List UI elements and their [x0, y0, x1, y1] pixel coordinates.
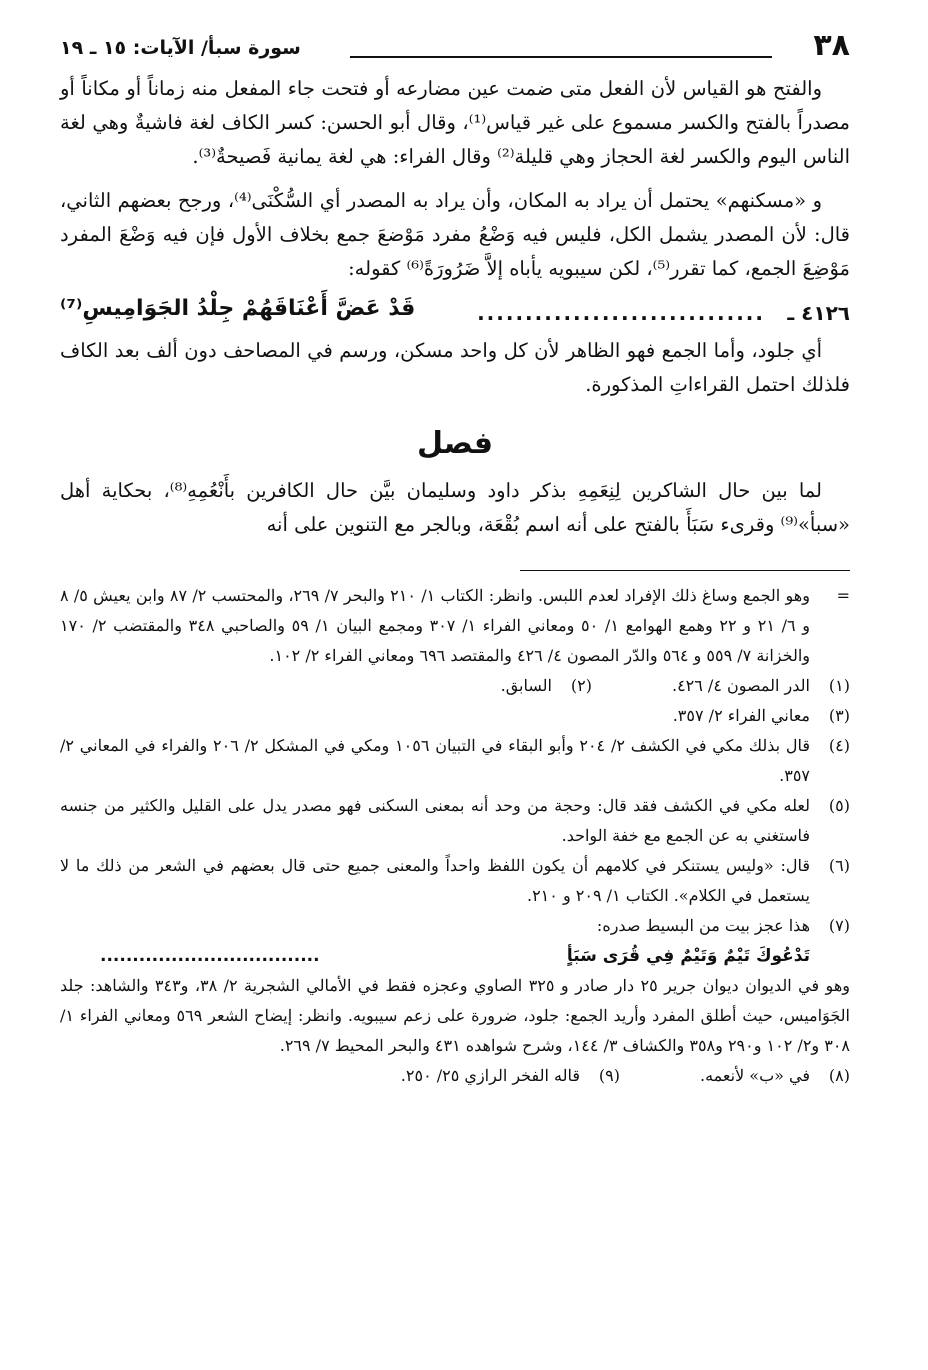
footnote-text: قال بذلك مكي في الكشف ٢/ ٢٠٤ وأبو البقاء في التبيان ١٠٥٦ ومكي في المشكل ٢/ ٢٠٦ والفراء في المعاني ٢/ ٣٥٧. [60, 736, 810, 785]
footnote-row [60, 671, 850, 701]
main-text [60, 72, 850, 542]
footnote-number: (٢) [570, 676, 592, 695]
page-header [60, 28, 850, 72]
section-heading: فصل [417, 426, 493, 461]
footnote-number: (٦) [828, 856, 850, 875]
footnote-continuation [60, 971, 850, 1061]
footnote-text: هذا عجز بيت من البسيط صدره: [596, 916, 810, 935]
footnote-number: (٩) [598, 1066, 620, 1085]
footnote-verse-text: تَدْعُوكَ تَيْمٌ وَتَيْمٌ فِي قُرَى سَبَأٍ [566, 946, 810, 966]
page-number: ٣٨ [813, 28, 850, 63]
book-page [60, 28, 850, 1358]
poetry-verse [60, 290, 850, 334]
footnote-text: السابق. [500, 676, 552, 695]
footnote-text: الدر المصون ٤/ ٤٢٦. [671, 676, 810, 695]
footnote-text: في «ب» لأنعمه. [699, 1066, 810, 1085]
footnote-number: (٧) [828, 916, 850, 935]
footnote-row [60, 1061, 850, 1091]
footnotes [60, 581, 850, 1091]
footnote-number: (١) [828, 676, 850, 695]
footnote-separator [520, 570, 850, 571]
footnote-number: (٨) [828, 1066, 850, 1085]
footnote-number: (٣) [828, 706, 850, 725]
footnote-verse [60, 941, 850, 971]
footnote [60, 791, 850, 851]
verse-text: قَدْ عَضَّ أَعْنَاقَهُمْ جِلْدُ الجَوَامِيسِ⁽⁷⁾ [60, 296, 416, 321]
footnote-text: لعله مكي في الكشف فقد قال: وحجة من وحد أنه بمعنى السكنى فهو مصدر يدل على القليل والكثير من جنسه فاستغني به عن الجمع مع خفة الواحد. [60, 796, 810, 845]
footnote-number: (٤) [828, 736, 850, 755]
paragraph: أي جلود، وأما الجمع فهو الظاهر لأن كل واحد مسكن، ورسم في المصاحف دون ألف بعد الكاف فلذلك احتمل القراءاتِ المذكورة. [60, 339, 850, 396]
footnote [60, 731, 850, 791]
footnote-continued [60, 581, 850, 671]
footnote-text: وهو في الديوان ديوان جرير ٢٥ دار صادر و ٣٢٥ الصاوي وعجزه فقط في الأمالي الشجرية ٢/ ٣٨، و٣٤٣ والشاهد: جلد الجَوَاميس، حيث أطلق المفرد وأريد الجمع: جلود، ضرورة على زعم سيبويه. وانظر: إيضاح الشعر ٥٦٩ ومعاني الفراء ١/ ٣٠٨ و٢/ ١٠٢ و٢٩٠ و٣٥٨ والكشاف ٣/ ١٤٤، وشرح شواهده ٤٣١ والبحر المحيط ٧/ ٢٦٩. [60, 976, 850, 1055]
footnote-text: قال: «وليس يستنكر في كلامهم أن يكون اللفظ واحداً والمعنى جميع حتى قال بعضهم في الشعر من ذلك ما لا يستعمل في الكلام». الكتاب ١/ ٢٠٩ و ٢١٠. [60, 856, 811, 905]
footnote [60, 701, 850, 731]
paragraph: لما بين حال الشاكرين لِنِعَمِهِ بذكر داود وسليمان بيَّن حال الكافرين بأَنْعُمِهِ⁽⁸⁾، بحكاية أهل «سبأ»⁽⁹⁾ وقرىء سَبَأَ بالفتح على أنه اسم بُقْعَة، وبالجر مع التنوين على أنه [60, 479, 850, 536]
footnote-text: معاني الفراء ٢/ ٣٥٧. [672, 706, 810, 725]
verse-number: ٤١٢٦ ـ [787, 301, 850, 325]
paragraph: و «مسكنهم» يحتمل أن يراد به المكان، وأن يراد به المصدر أي السُّكْنَى⁽⁴⁾، ورجح بعضهم الثاني، قال: لأن المصدر يشمل الكل، فليس فيه وَضْعُ مفرد مَوْضعَ جمع بخلاف الأول فإن فيه وَضْعَ المفرد مَوْضِعَ الجمع، كما تقرر⁽⁵⁾، لكن سيبويه يأباه إلاَّ ضَرُورَةً⁽⁶⁾ كقوله: [60, 189, 850, 280]
footnote-text: قاله الفخر الرازي ٢٥/ ٢٥٠. [400, 1066, 580, 1085]
footnote [60, 911, 850, 941]
footnote-text: وهو الجمع وساغ ذلك الإفراد لعدم اللبس. وانظر: الكتاب ١/ ٢١٠ والبحر ٧/ ٢٦٩، والمحتسب ٢/ ٨٧ وابن يعيش ٥/ ٨ و ٦/ ٢١ و ٢٢ وهمع الهوامع ١/ ٥٠ ومعاني الفراء ١/ ٣٠٧ ومجمع البيان ١/ ٥٩ والصاحبي ٣٤٨ والمقتضب ٢/ ١٧٠ والخزانة ٧/ ٥٥٩ و ٥٦٤ والدّر المصون ٤/ ٤٢٦ والمقتصد ٦٩٦ ومعاني الفراء ٢/ ١٠٢. [60, 586, 811, 665]
running-title: سورة سبأ/ الآيات: ١٥ ـ ١٩ [60, 37, 301, 59]
footnote [60, 851, 850, 911]
header-rule [350, 56, 772, 58]
footnote-verse-elision: .................................. [100, 946, 320, 966]
footnote-number: (٥) [828, 796, 850, 815]
verse-elision: .............................. [477, 301, 765, 325]
footnote-marker: = [836, 586, 850, 605]
paragraph: والفتح هو القياس لأن الفعل متى ضمت عين مضارعه أو فتحت جاء المفعل منه زماناً أو مكاناً أو مصدراً بالفتح والكسر مسموع على غير قياس⁽¹⁾، وقال أبو الحسن: كسر الكاف لغة فاشيةٌ وهي لغة الناس اليوم والكسر لغة الحجاز وهي قليلة⁽²⁾ وقال الفراء: هي لغة يمانية فَصيحةٌ⁽³⁾. [60, 77, 850, 168]
